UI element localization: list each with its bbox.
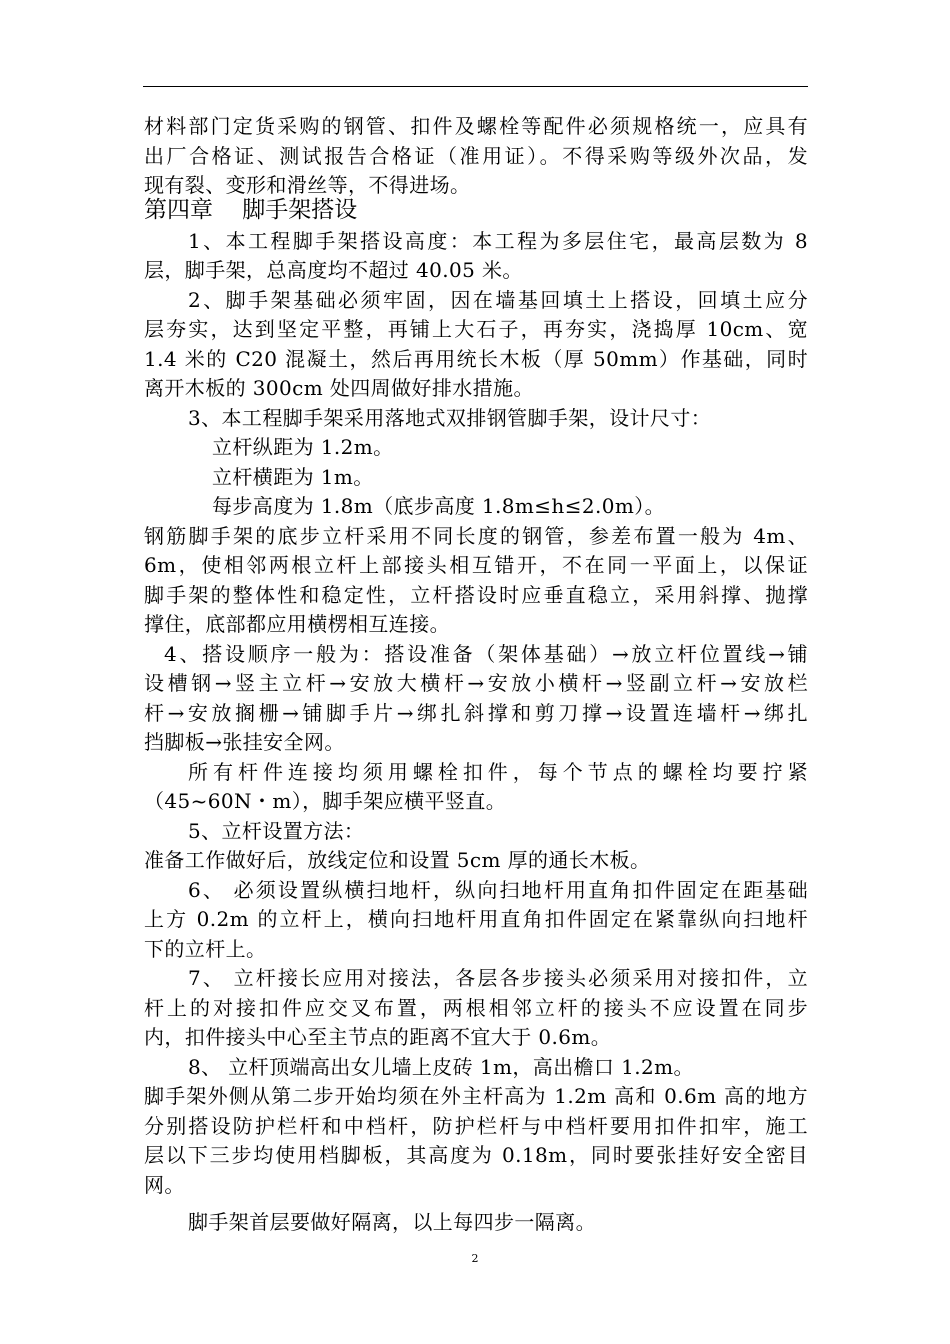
paragraph-line: 脚手架的整体性和稳定性，立杆搭设时应垂直稳立，采用斜撑、抛撑	[144, 582, 808, 607]
paragraph-line: 2、脚手架基础必须牢固，因在墙基回填土上搭设，回填土应分	[188, 287, 808, 312]
paragraph-line: 4、搭设顺序一般为：搭设准备（架体基础）→放立杆位置线→铺	[164, 641, 808, 666]
paragraph-line: 上方 0.2m 的立杆上，横向扫地杆用直角扣件固定在紧靠纵向扫地杆	[144, 907, 808, 931]
paragraph-line: 分别搭设防护栏杆和中档杆，防护栏杆与中档杆要用扣件扣牢，施工	[144, 1113, 808, 1138]
paragraph-line: 挡脚板→张挂安全网。	[144, 730, 345, 754]
paragraph-line: 6、 必须设置纵横扫地杆，纵向扫地杆用直角扣件固定在距基础	[188, 877, 808, 902]
paragraph-line: 1、本工程脚手架搭设高度：本工程为多层住宅，最高层数为 8	[188, 228, 808, 253]
paragraph-line: 所有杆件连接均须用螺栓扣件，每个节点的螺栓均要拧紧	[188, 759, 808, 784]
header-rule	[143, 86, 808, 87]
page-number: 2	[471, 1252, 479, 1265]
paragraph-line: 6m，使相邻两根立杆上部接头相互错开，不在同一平面上，以保证	[144, 553, 808, 577]
paragraph-line: 内，扣件接头中心至主节点的距离不宜大于 0.6m。	[144, 1025, 612, 1049]
paragraph-line: 设槽钢→竖主立杆→安放大横杆→安放小横杆→竖副立杆→安放栏	[144, 671, 808, 695]
paragraph-line: 1.4 米的 C20 混凝土，然后再用统长木板（厚 50mm）作基础，同时	[144, 346, 808, 371]
paragraph-line: 杆→安放搁栅→铺脚手片→绑扎斜撑和剪刀撑→设置连墙杆→绑扎	[144, 700, 808, 725]
paragraph-line: 8、 立杆顶端高出女儿墙上皮砖 1m，高出檐口 1.2m。	[188, 1054, 694, 1079]
paragraph-line: 5、立杆设置方法：	[188, 818, 365, 843]
paragraph-line: 准备工作做好后，放线定位和设置 5cm 厚的通长木板。	[144, 848, 651, 872]
intro-line: 材料部门定货采购的钢管、扣件及螺栓等配件必须规格统一，应具有	[144, 114, 808, 138]
paragraph-line: 钢筋脚手架的底步立杆采用不同长度的钢管，参差布置一般为 4m、	[144, 523, 808, 548]
intro-line: 出厂合格证、测试报告合格证（准用证）。不得采购等级外次品，发	[144, 143, 808, 168]
paragraph-line: 杆上的对接扣件应交叉布置，两根相邻立杆的接头不应设置在同步	[144, 995, 808, 1020]
paragraph-line: 撑住，底部都应用横楞相互连接。	[144, 612, 450, 636]
paragraph-line: 脚手架首层要做好隔离，以上每四步一隔离。	[188, 1210, 596, 1234]
spec-line: 立杆纵距为 1.2m。	[212, 435, 394, 459]
paragraph-line: 离开木板的 300cm 处四周做好排水措施。	[144, 376, 534, 400]
paragraph-line: 层以下三步均使用档脚板，其高度为 0.18m，同时要张挂好安全密目	[144, 1143, 808, 1167]
document-body	[144, 112, 808, 1238]
paragraph-line: （45~60N・m），脚手架应横平竖直。	[144, 789, 507, 813]
intro-line: 现有裂、变形和滑丝等，不得进场。	[144, 173, 471, 197]
paragraph-line: 下的立杆上。	[144, 936, 267, 961]
chapter-title: 第四章 脚手架搭设	[144, 196, 358, 223]
spec-line: 每步高度为 1.8m（底步高度 1.8m≤h≤2.0m）。	[212, 494, 666, 518]
paragraph-line: 层夯实，达到坚定平整，再铺上大石子，再夯实，浇捣厚 10cm、宽	[144, 317, 808, 341]
spec-line: 立杆横距为 1m。	[212, 464, 374, 489]
paragraph-line: 3、本工程脚手架采用落地式双排钢管脚手架，设计尺寸：	[188, 405, 712, 430]
paragraph-line: 网。	[144, 1172, 185, 1197]
paragraph-line: 7、 立杆接长应用对接法，各层各步接头必须采用对接扣件，立	[188, 966, 808, 990]
paragraph-line: 脚手架外侧从第二步开始均须在外主杆高为 1.2m 高和 0.6m 高的地方	[144, 1084, 808, 1108]
paragraph-line: 层，脚手架，总高度均不超过 40.05 米。	[144, 258, 523, 282]
